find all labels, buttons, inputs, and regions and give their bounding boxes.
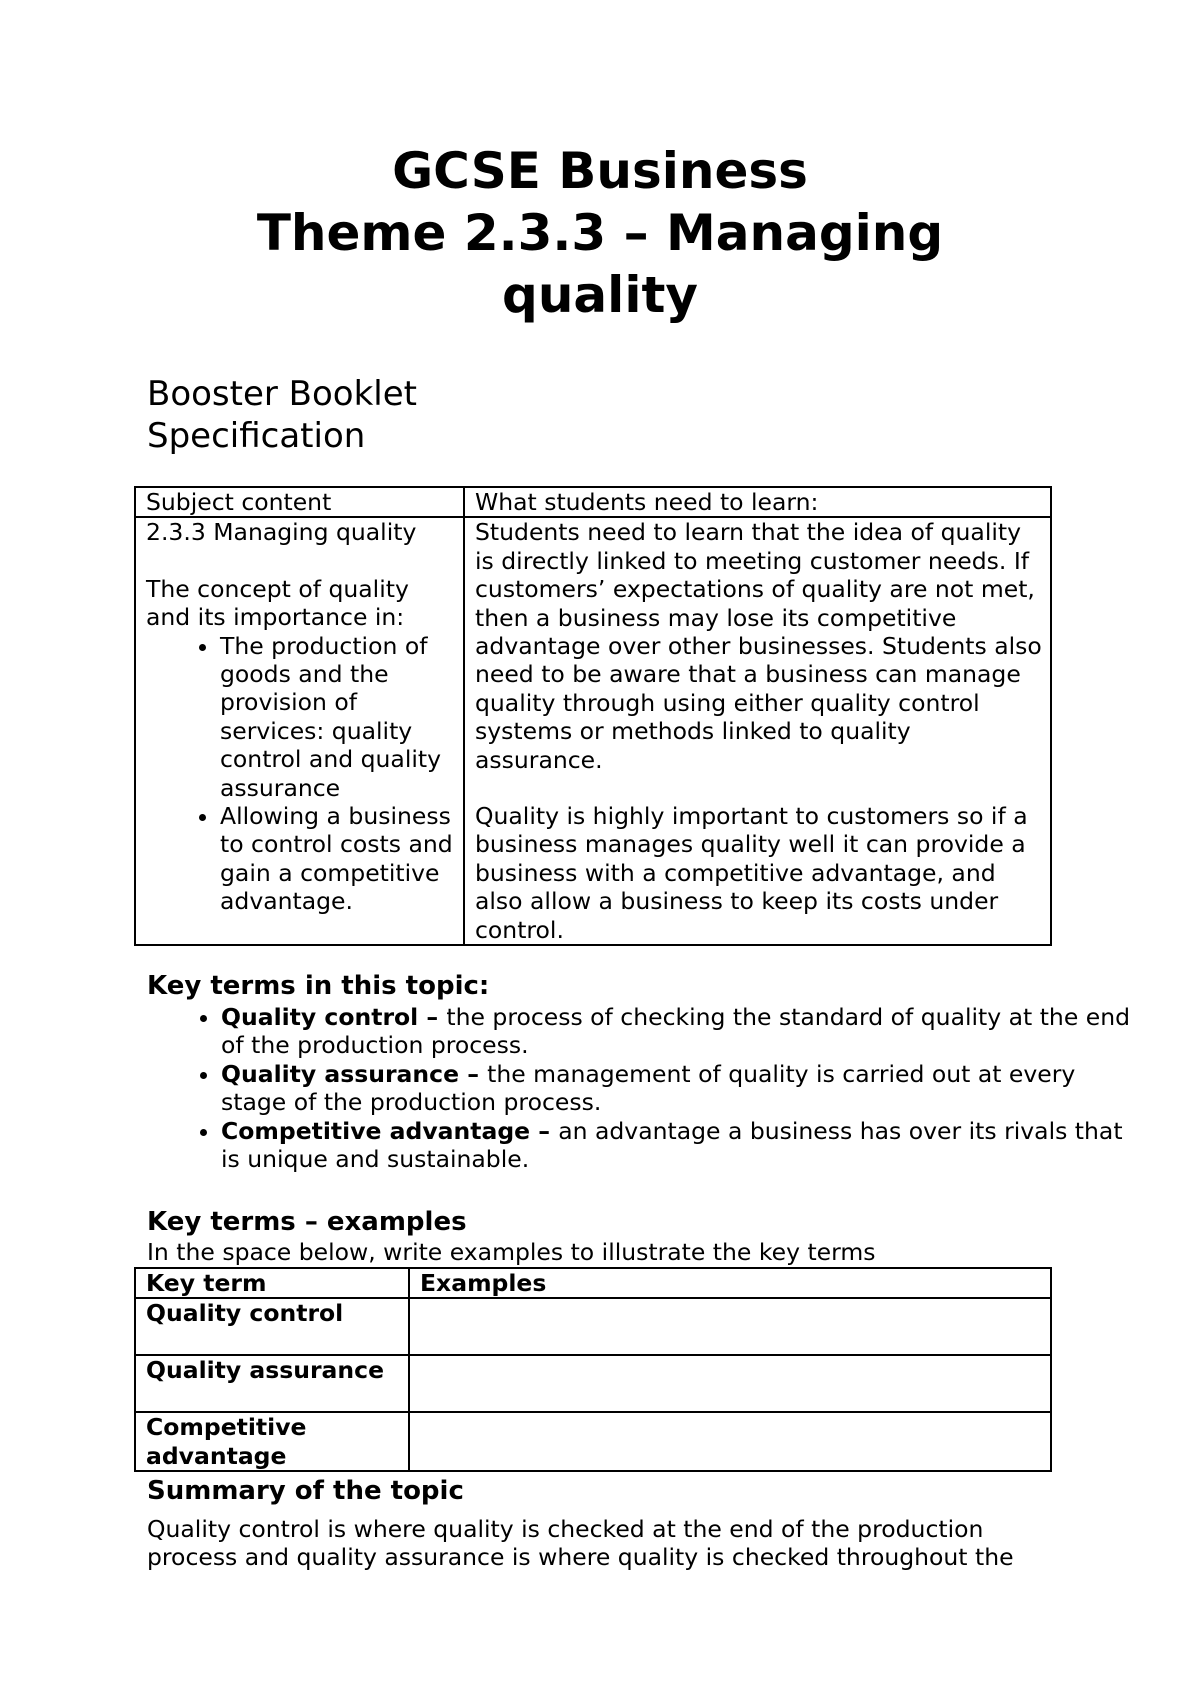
spec-header-row [135, 487, 1051, 517]
spec-header-subject: Subject content [135, 487, 464, 517]
spec-bullet: • Allowing a business to control costs and gain a competitive advantage. [220, 802, 455, 916]
document-title [0, 140, 1200, 326]
key-term-name: Competitive advantage – [221, 1116, 559, 1145]
examples-row [135, 1298, 1051, 1355]
examples-header-key-term: Key term [135, 1268, 409, 1298]
examples-row [135, 1412, 1051, 1471]
title-line-2: Theme 2.3.3 – Managing [256, 204, 944, 262]
examples-table [134, 1267, 1052, 1472]
title-line-3: quality [502, 266, 698, 324]
key-term-definition: the process of checking the standard of quality at the end of the production process. [221, 1003, 1131, 1060]
summary-text: Quality control is where quality is checked at the end of the production process and quality assurance is where quality is checked throughout the [147, 1515, 1014, 1572]
key-terms-heading: Key terms in this topic: [147, 971, 490, 1001]
key-terms-list [147, 1003, 1141, 1173]
examples-header-examples: Examples [409, 1268, 1051, 1298]
spec-subject-heading: 2.3.3 Managing quality [146, 518, 417, 547]
spec-learn-cell [464, 517, 1051, 945]
key-term-definition: the management of quality is carried out at every stage of the production process. [221, 1059, 1076, 1117]
spec-content-row [135, 517, 1051, 945]
spec-learn-paragraph-1: Students need to learn that the idea of quality is directly linked to meeting customer needs. If customers’ expectations of quality are not met, then a business may lose its competitive advantage over other businesses. Students also need to be aware that a business can manage quality through using either quality control systems or methods linked to quality assurance. [475, 518, 1042, 774]
examples-answer-cell[interactable] [409, 1355, 1051, 1412]
examples-row [135, 1355, 1051, 1412]
examples-header-row [135, 1268, 1051, 1298]
examples-row-term: Competitive advantage [135, 1412, 409, 1471]
subtitle-specification: Specification [147, 416, 366, 456]
subtitle-booster: Booster Booklet [147, 374, 417, 414]
summary-heading: Summary of the topic [147, 1476, 464, 1506]
examples-heading: Key terms – examples [147, 1207, 467, 1237]
key-term-item [221, 1060, 1141, 1117]
examples-instruction: In the space below, write examples to illustrate the key terms [147, 1238, 876, 1266]
key-term-item [221, 1117, 1141, 1174]
spec-learn-paragraph-2: Quality is highly important to customers so if a business manages quality well it can provide a business with a competitive advantage, and also allow a business to keep its costs under control. [475, 802, 1028, 944]
examples-answer-cell[interactable] [409, 1412, 1051, 1471]
spec-bullet: • The production of goods and the provision of services: quality control and quality assurance [220, 632, 455, 802]
specification-table [134, 486, 1052, 946]
examples-answer-cell[interactable] [409, 1298, 1051, 1355]
spec-subject-bullets [146, 632, 455, 916]
spec-header-learn: What students need to learn: [464, 487, 1051, 517]
examples-row-term: Quality assurance [135, 1355, 409, 1412]
key-term-name: Quality control – [221, 1003, 447, 1031]
key-term-definition: an advantage a business has over its rivals that is unique and sustainable. [221, 1116, 1123, 1174]
key-term-item [221, 1003, 1141, 1060]
spec-subject-cell [135, 517, 464, 945]
key-term-name: Quality assurance – [221, 1059, 488, 1088]
title-line-1: GCSE Business [392, 142, 808, 200]
spec-subject-intro: The concept of quality and its importance in: [146, 574, 409, 632]
examples-row-term: Quality control [135, 1298, 409, 1355]
